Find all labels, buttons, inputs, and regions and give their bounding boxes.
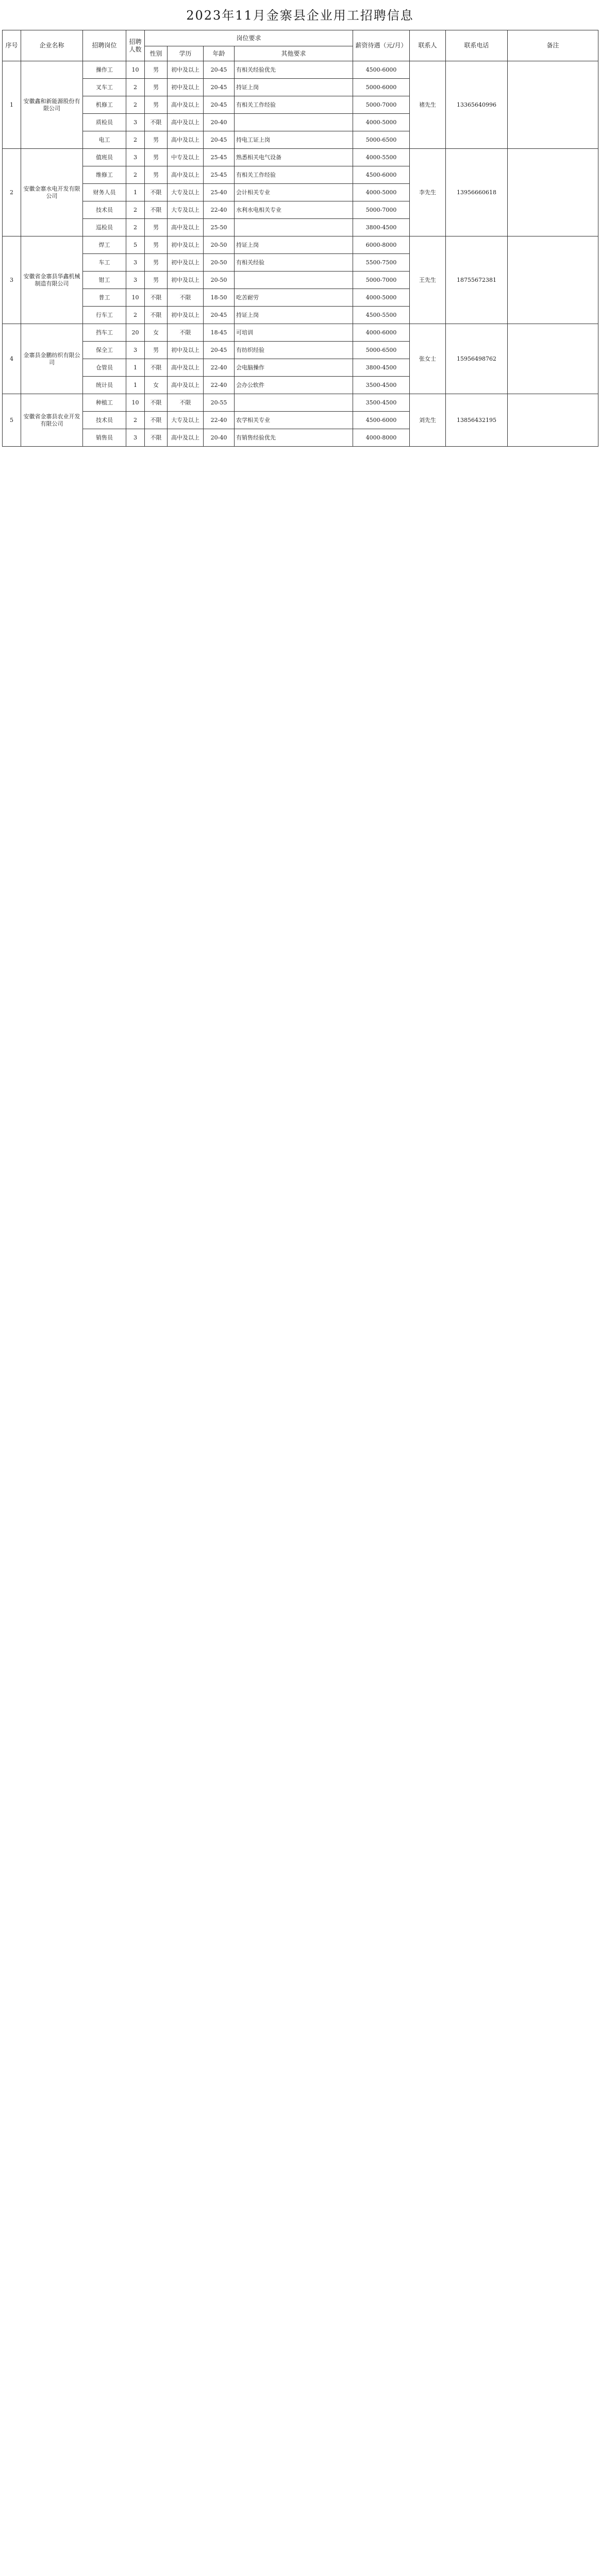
- job-education: 高中及以上: [168, 429, 204, 447]
- table-body: [3, 61, 598, 447]
- job-salary: 4500-6000: [353, 61, 410, 79]
- job-salary: 3800-4500: [353, 219, 410, 236]
- job-count: 3: [126, 149, 145, 166]
- job-gender: 不限: [145, 114, 168, 131]
- job-count: 3: [126, 272, 145, 289]
- job-other: [235, 394, 353, 412]
- job-gender: 男: [145, 272, 168, 289]
- job-salary: 4500-6000: [353, 412, 410, 429]
- job-education: 初中及以上: [168, 61, 204, 79]
- job-education: 初中及以上: [168, 236, 204, 254]
- job-education: 初中及以上: [168, 307, 204, 324]
- job-gender: 不限: [145, 394, 168, 412]
- job-age: 20-45: [204, 307, 235, 324]
- job-title: 巡检员: [83, 219, 126, 236]
- job-other: 农学相关专业: [235, 412, 353, 429]
- row-number: 2: [3, 149, 21, 236]
- job-count: 10: [126, 394, 145, 412]
- job-other: 持证上岗: [235, 236, 353, 254]
- job-other: 持电工证上岗: [235, 131, 353, 149]
- company-phone: 15956498762: [446, 324, 508, 394]
- job-gender: 男: [145, 342, 168, 359]
- job-gender: 不限: [145, 359, 168, 377]
- job-gender: 不限: [145, 201, 168, 219]
- job-gender: 男: [145, 166, 168, 184]
- job-salary: 4500-6000: [353, 166, 410, 184]
- job-age: 22-40: [204, 377, 235, 394]
- job-other: 会电脑操作: [235, 359, 353, 377]
- job-title: 统计员: [83, 377, 126, 394]
- job-salary: 5000-7000: [353, 272, 410, 289]
- job-gender: 男: [145, 131, 168, 149]
- company-phone: 13365640996: [446, 61, 508, 149]
- job-title: 质检员: [83, 114, 126, 131]
- job-other: 会计相关专业: [235, 184, 353, 201]
- company-contact: 褚先生: [410, 61, 446, 149]
- company-remark: [508, 394, 598, 447]
- job-salary: 4000-5000: [353, 114, 410, 131]
- job-other: 吃苦耐劳: [235, 289, 353, 307]
- company-phone: 13856432195: [446, 394, 508, 447]
- job-other: 有销售经验优先: [235, 429, 353, 447]
- job-age: 20-45: [204, 342, 235, 359]
- job-education: 大专及以上: [168, 201, 204, 219]
- job-age: 25-50: [204, 219, 235, 236]
- company-phone: 13956660618: [446, 149, 508, 236]
- job-title: 技术员: [83, 412, 126, 429]
- job-title: 焊工: [83, 236, 126, 254]
- job-education: 不限: [168, 394, 204, 412]
- job-count: 3: [126, 342, 145, 359]
- job-salary: 5000-6500: [353, 342, 410, 359]
- company-remark: [508, 324, 598, 394]
- job-gender: 不限: [145, 307, 168, 324]
- header-contact: 联系人: [410, 30, 446, 61]
- company-remark: [508, 236, 598, 324]
- job-other: 有相关经验优先: [235, 61, 353, 79]
- job-gender: 不限: [145, 184, 168, 201]
- job-title: 机修工: [83, 96, 126, 114]
- job-count: 2: [126, 219, 145, 236]
- job-other: [235, 272, 353, 289]
- job-title: 维修工: [83, 166, 126, 184]
- job-age: 22-40: [204, 201, 235, 219]
- job-other: [235, 219, 353, 236]
- job-count: 20: [126, 324, 145, 342]
- header-count: 招聘人数: [126, 30, 145, 61]
- header-no: 序号: [3, 30, 21, 61]
- job-education: 初中及以上: [168, 342, 204, 359]
- job-age: 20-50: [204, 272, 235, 289]
- table-row: [3, 324, 598, 342]
- job-education: 高中及以上: [168, 131, 204, 149]
- job-salary: 5000-6500: [353, 131, 410, 149]
- job-salary: 5000-7000: [353, 201, 410, 219]
- job-gender: 男: [145, 219, 168, 236]
- company-remark: [508, 149, 598, 236]
- job-other: 会办公软件: [235, 377, 353, 394]
- header-row: [3, 30, 598, 46]
- job-age: 20-50: [204, 254, 235, 272]
- job-salary: 5000-6000: [353, 79, 410, 96]
- job-other: 可培训: [235, 324, 353, 342]
- job-education: 高中及以上: [168, 96, 204, 114]
- job-title: 财务人员: [83, 184, 126, 201]
- job-age: 22-40: [204, 359, 235, 377]
- row-number: 4: [3, 324, 21, 394]
- job-salary: 4500-5500: [353, 307, 410, 324]
- job-age: 20-45: [204, 79, 235, 96]
- job-education: 高中及以上: [168, 114, 204, 131]
- job-count: 2: [126, 79, 145, 96]
- job-count: 3: [126, 429, 145, 447]
- company-phone: 18755672381: [446, 236, 508, 324]
- job-age: 18-45: [204, 324, 235, 342]
- job-count: 2: [126, 307, 145, 324]
- job-title: 销售员: [83, 429, 126, 447]
- job-education: 高中及以上: [168, 359, 204, 377]
- recruitment-table: [2, 30, 598, 447]
- company-contact: 王先生: [410, 236, 446, 324]
- job-salary: 4000-6000: [353, 324, 410, 342]
- job-age: 18-50: [204, 289, 235, 307]
- document-title: 2023年11月金寨县企业用工招聘信息: [186, 8, 414, 23]
- job-education: 不限: [168, 289, 204, 307]
- job-title: 技术员: [83, 201, 126, 219]
- header-salary: 薪资待遇（元/月）: [353, 30, 410, 61]
- job-count: 2: [126, 96, 145, 114]
- job-age: 20-45: [204, 131, 235, 149]
- header-phone: 联系电话: [446, 30, 508, 61]
- company-name: 金寨县金鹏纺织有限公司: [21, 324, 83, 394]
- job-title: 值班员: [83, 149, 126, 166]
- job-salary: 3500-4500: [353, 394, 410, 412]
- job-age: 20-40: [204, 114, 235, 131]
- job-gender: 男: [145, 254, 168, 272]
- row-number: 1: [3, 61, 21, 149]
- job-education: 初中及以上: [168, 272, 204, 289]
- header-remark: 备注: [508, 30, 598, 61]
- job-education: 大专及以上: [168, 412, 204, 429]
- header-education: 学历: [168, 46, 204, 61]
- job-education: 初中及以上: [168, 79, 204, 96]
- job-count: 2: [126, 201, 145, 219]
- job-age: 20-45: [204, 61, 235, 79]
- company-remark: [508, 61, 598, 149]
- header-other: 其他要求: [235, 46, 353, 61]
- job-age: 20-45: [204, 96, 235, 114]
- job-title: 种植工: [83, 394, 126, 412]
- job-gender: 不限: [145, 412, 168, 429]
- company-contact: 张女士: [410, 324, 446, 394]
- company-name: 安徽省金寨县农业开发有限公司: [21, 394, 83, 447]
- job-count: 1: [126, 184, 145, 201]
- job-other: 水利水电相关专业: [235, 201, 353, 219]
- company-name: 安徽省金寨县华鑫机械制造有限公司: [21, 236, 83, 324]
- job-other: 持证上岗: [235, 307, 353, 324]
- job-title: 普工: [83, 289, 126, 307]
- job-gender: 男: [145, 149, 168, 166]
- job-title: 保全工: [83, 342, 126, 359]
- job-salary: 5000-7000: [353, 96, 410, 114]
- job-salary: 5500-7500: [353, 254, 410, 272]
- header-job: 招聘岗位: [83, 30, 126, 61]
- table-row: [3, 236, 598, 254]
- job-gender: 不限: [145, 289, 168, 307]
- job-age: 25-45: [204, 149, 235, 166]
- company-contact: 刘先生: [410, 394, 446, 447]
- job-education: 高中及以上: [168, 219, 204, 236]
- job-other: 有相关工作经验: [235, 166, 353, 184]
- job-gender: 女: [145, 324, 168, 342]
- job-title: 钳工: [83, 272, 126, 289]
- job-title: 仓管员: [83, 359, 126, 377]
- job-count: 3: [126, 114, 145, 131]
- job-count: 10: [126, 61, 145, 79]
- header-requirements: 岗位要求: [145, 30, 353, 46]
- job-salary: 4000-8000: [353, 429, 410, 447]
- job-other: 持证上岗: [235, 79, 353, 96]
- job-other: 有相关工作经验: [235, 96, 353, 114]
- job-title: 操作工: [83, 61, 126, 79]
- job-count: 1: [126, 359, 145, 377]
- job-gender: 男: [145, 79, 168, 96]
- job-gender: 男: [145, 96, 168, 114]
- company-name: 安徽金寨水电开发有限公司: [21, 149, 83, 236]
- company-name: 安徽鑫和新能源股份有限公司: [21, 61, 83, 149]
- job-count: 10: [126, 289, 145, 307]
- job-age: 20-40: [204, 429, 235, 447]
- row-number: 5: [3, 394, 21, 447]
- job-salary: 4000-5000: [353, 289, 410, 307]
- job-education: 高中及以上: [168, 377, 204, 394]
- job-count: 2: [126, 131, 145, 149]
- job-other: 有相关经验: [235, 254, 353, 272]
- header-company: 企业名称: [21, 30, 83, 61]
- job-salary: 4000-5000: [353, 184, 410, 201]
- job-count: 2: [126, 166, 145, 184]
- job-age: 20-50: [204, 236, 235, 254]
- job-title: 挡车工: [83, 324, 126, 342]
- job-count: 5: [126, 236, 145, 254]
- job-gender: 男: [145, 61, 168, 79]
- job-salary: 6000-8000: [353, 236, 410, 254]
- job-gender: 不限: [145, 429, 168, 447]
- job-title: 行车工: [83, 307, 126, 324]
- job-salary: 3500-4500: [353, 377, 410, 394]
- job-count: 1: [126, 377, 145, 394]
- job-other: [235, 114, 353, 131]
- job-education: 不限: [168, 324, 204, 342]
- header-gender: 性别: [145, 46, 168, 61]
- row-number: 3: [3, 236, 21, 324]
- company-contact: 李先生: [410, 149, 446, 236]
- job-education: 大专及以上: [168, 184, 204, 201]
- table-row: [3, 149, 598, 166]
- job-salary: 4000-5500: [353, 149, 410, 166]
- job-age: 25-40: [204, 184, 235, 201]
- job-gender: 男: [145, 236, 168, 254]
- job-title: 叉车工: [83, 79, 126, 96]
- table-row: [3, 61, 598, 79]
- job-other: 熟悉相关电气设备: [235, 149, 353, 166]
- job-age: 25-45: [204, 166, 235, 184]
- job-title: 电工: [83, 131, 126, 149]
- job-other: 有纺织经验: [235, 342, 353, 359]
- job-age: 20-55: [204, 394, 235, 412]
- job-education: 中专及以上: [168, 149, 204, 166]
- job-education: 初中及以上: [168, 254, 204, 272]
- job-education: 高中及以上: [168, 166, 204, 184]
- table-row: [3, 394, 598, 412]
- job-count: 2: [126, 412, 145, 429]
- job-age: 22-40: [204, 412, 235, 429]
- job-salary: 3800-4500: [353, 359, 410, 377]
- job-gender: 女: [145, 377, 168, 394]
- job-title: 车工: [83, 254, 126, 272]
- job-count: 3: [126, 254, 145, 272]
- header-age: 年龄: [204, 46, 235, 61]
